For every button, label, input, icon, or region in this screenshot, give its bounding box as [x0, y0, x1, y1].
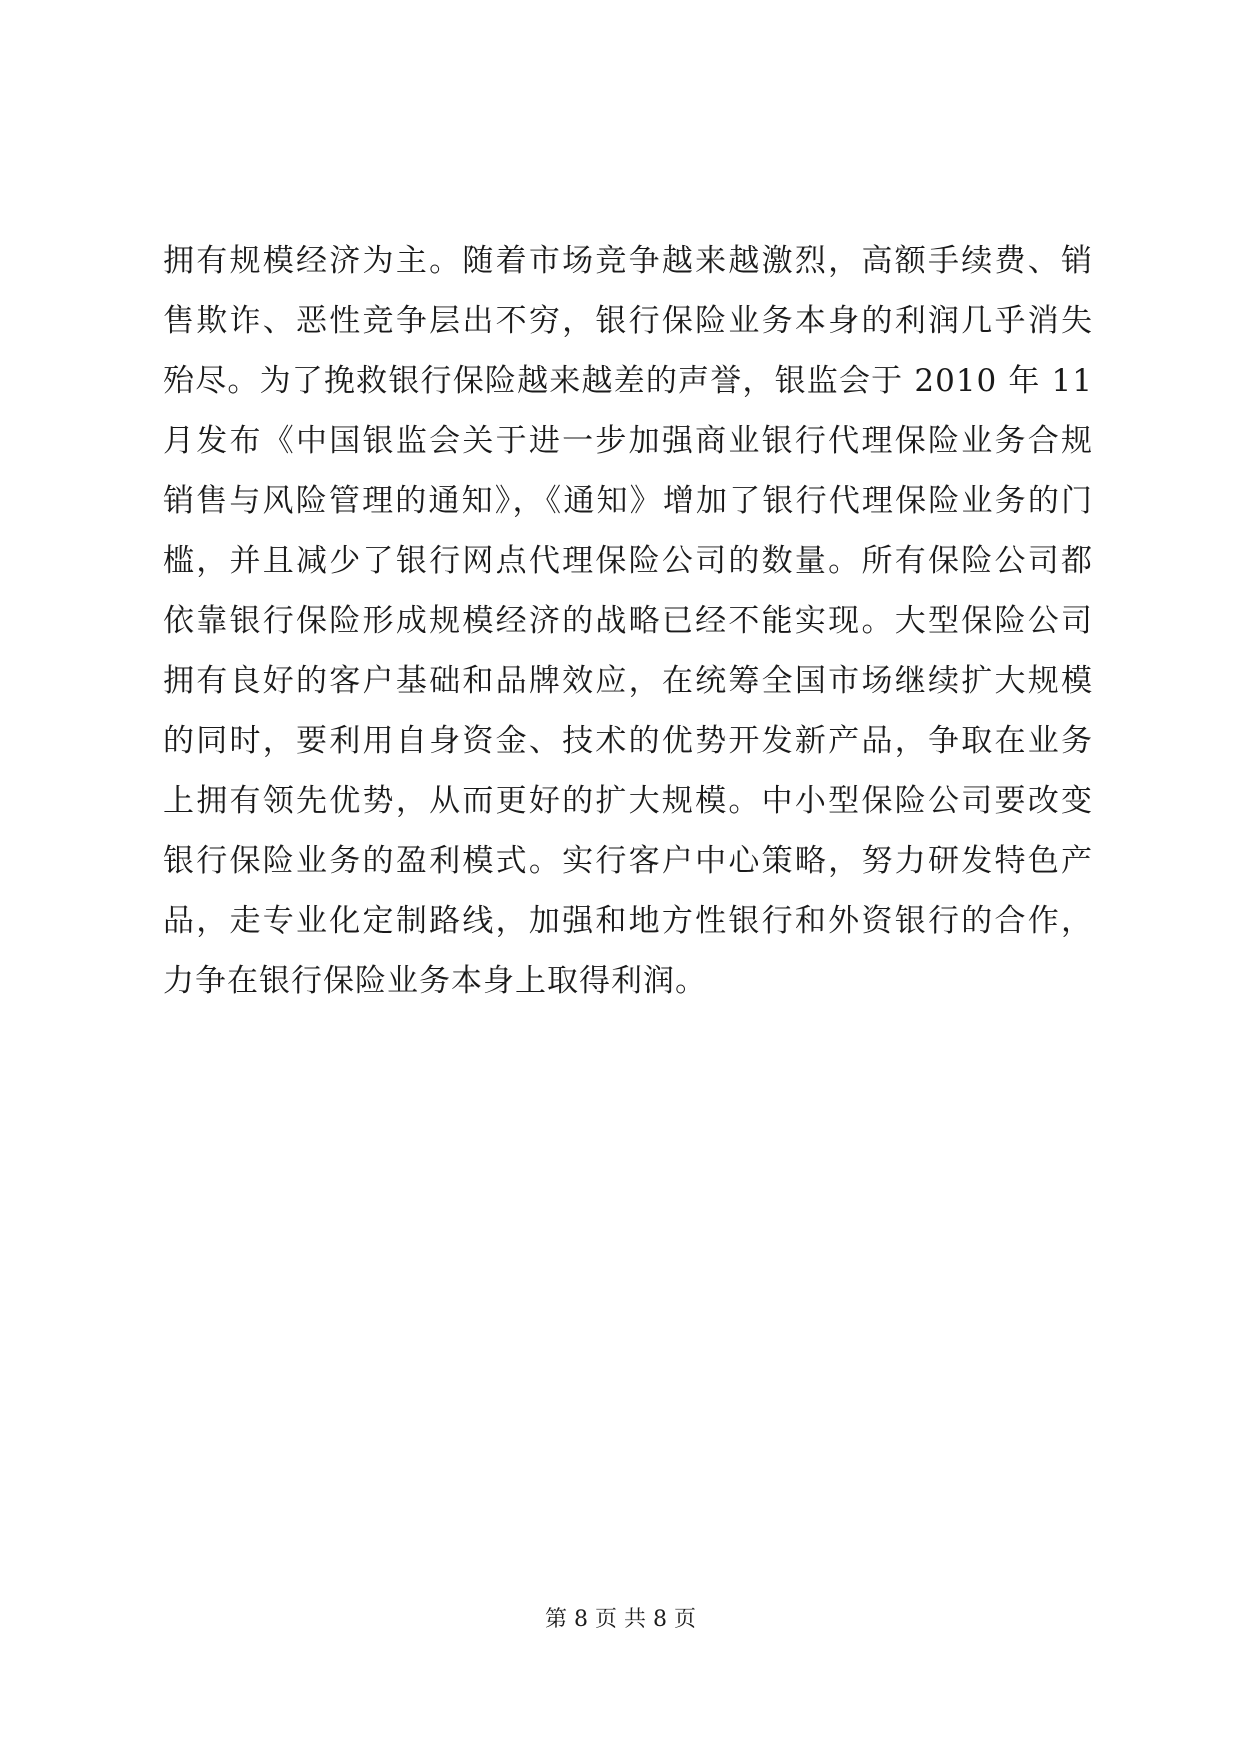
- body-paragraph: [163, 231, 1093, 1011]
- paragraph-line: 拥有规模经济为主。随着市场竞争越来越激烈，高额手续费、销: [163, 243, 1093, 279]
- paragraph-line: 银行保险业务的盈利模式。实行客户中心策略，努力研发特色产: [163, 843, 1093, 879]
- paragraph-line: 依靠银行保险形成规模经济的战略已经不能实现。大型保险公司: [163, 603, 1093, 639]
- paragraph-line: 力争在银行保险业务本身上取得利润。: [163, 963, 707, 999]
- paragraph-line: 的同时，要利用自身资金、技术的优势开发新产品，争取在业务: [163, 723, 1093, 759]
- paragraph-line: 月发布《中国银监会关于进一步加强商业银行代理保险业务合规: [163, 423, 1093, 459]
- paragraph-line: 上拥有领先优势，从而更好的扩大规模。中小型保险公司要改变: [163, 783, 1093, 819]
- paragraph-line: 销售与风险管理的通知》，《通知》增加了银行代理保险业务的门: [163, 483, 1093, 519]
- paragraph-line: 售欺诈、恶性竞争层出不穷，银行保险业务本身的利润几乎消失: [163, 303, 1093, 339]
- paragraph-line: 品，走专业化定制路线，加强和地方性银行和外资银行的合作，: [163, 903, 1093, 939]
- paragraph-line: 槛，并且减少了银行网点代理保险公司的数量。所有保险公司都: [163, 543, 1093, 579]
- paragraph-line: 殆尽。为了挽救银行保险越来越差的声誉，银监会于 2010 年 11: [163, 363, 1093, 399]
- page-number-footer: 第 8 页 共 8 页: [545, 1607, 696, 1632]
- paragraph-line: 拥有良好的客户基础和品牌效应，在统筹全国市场继续扩大规模: [163, 663, 1093, 699]
